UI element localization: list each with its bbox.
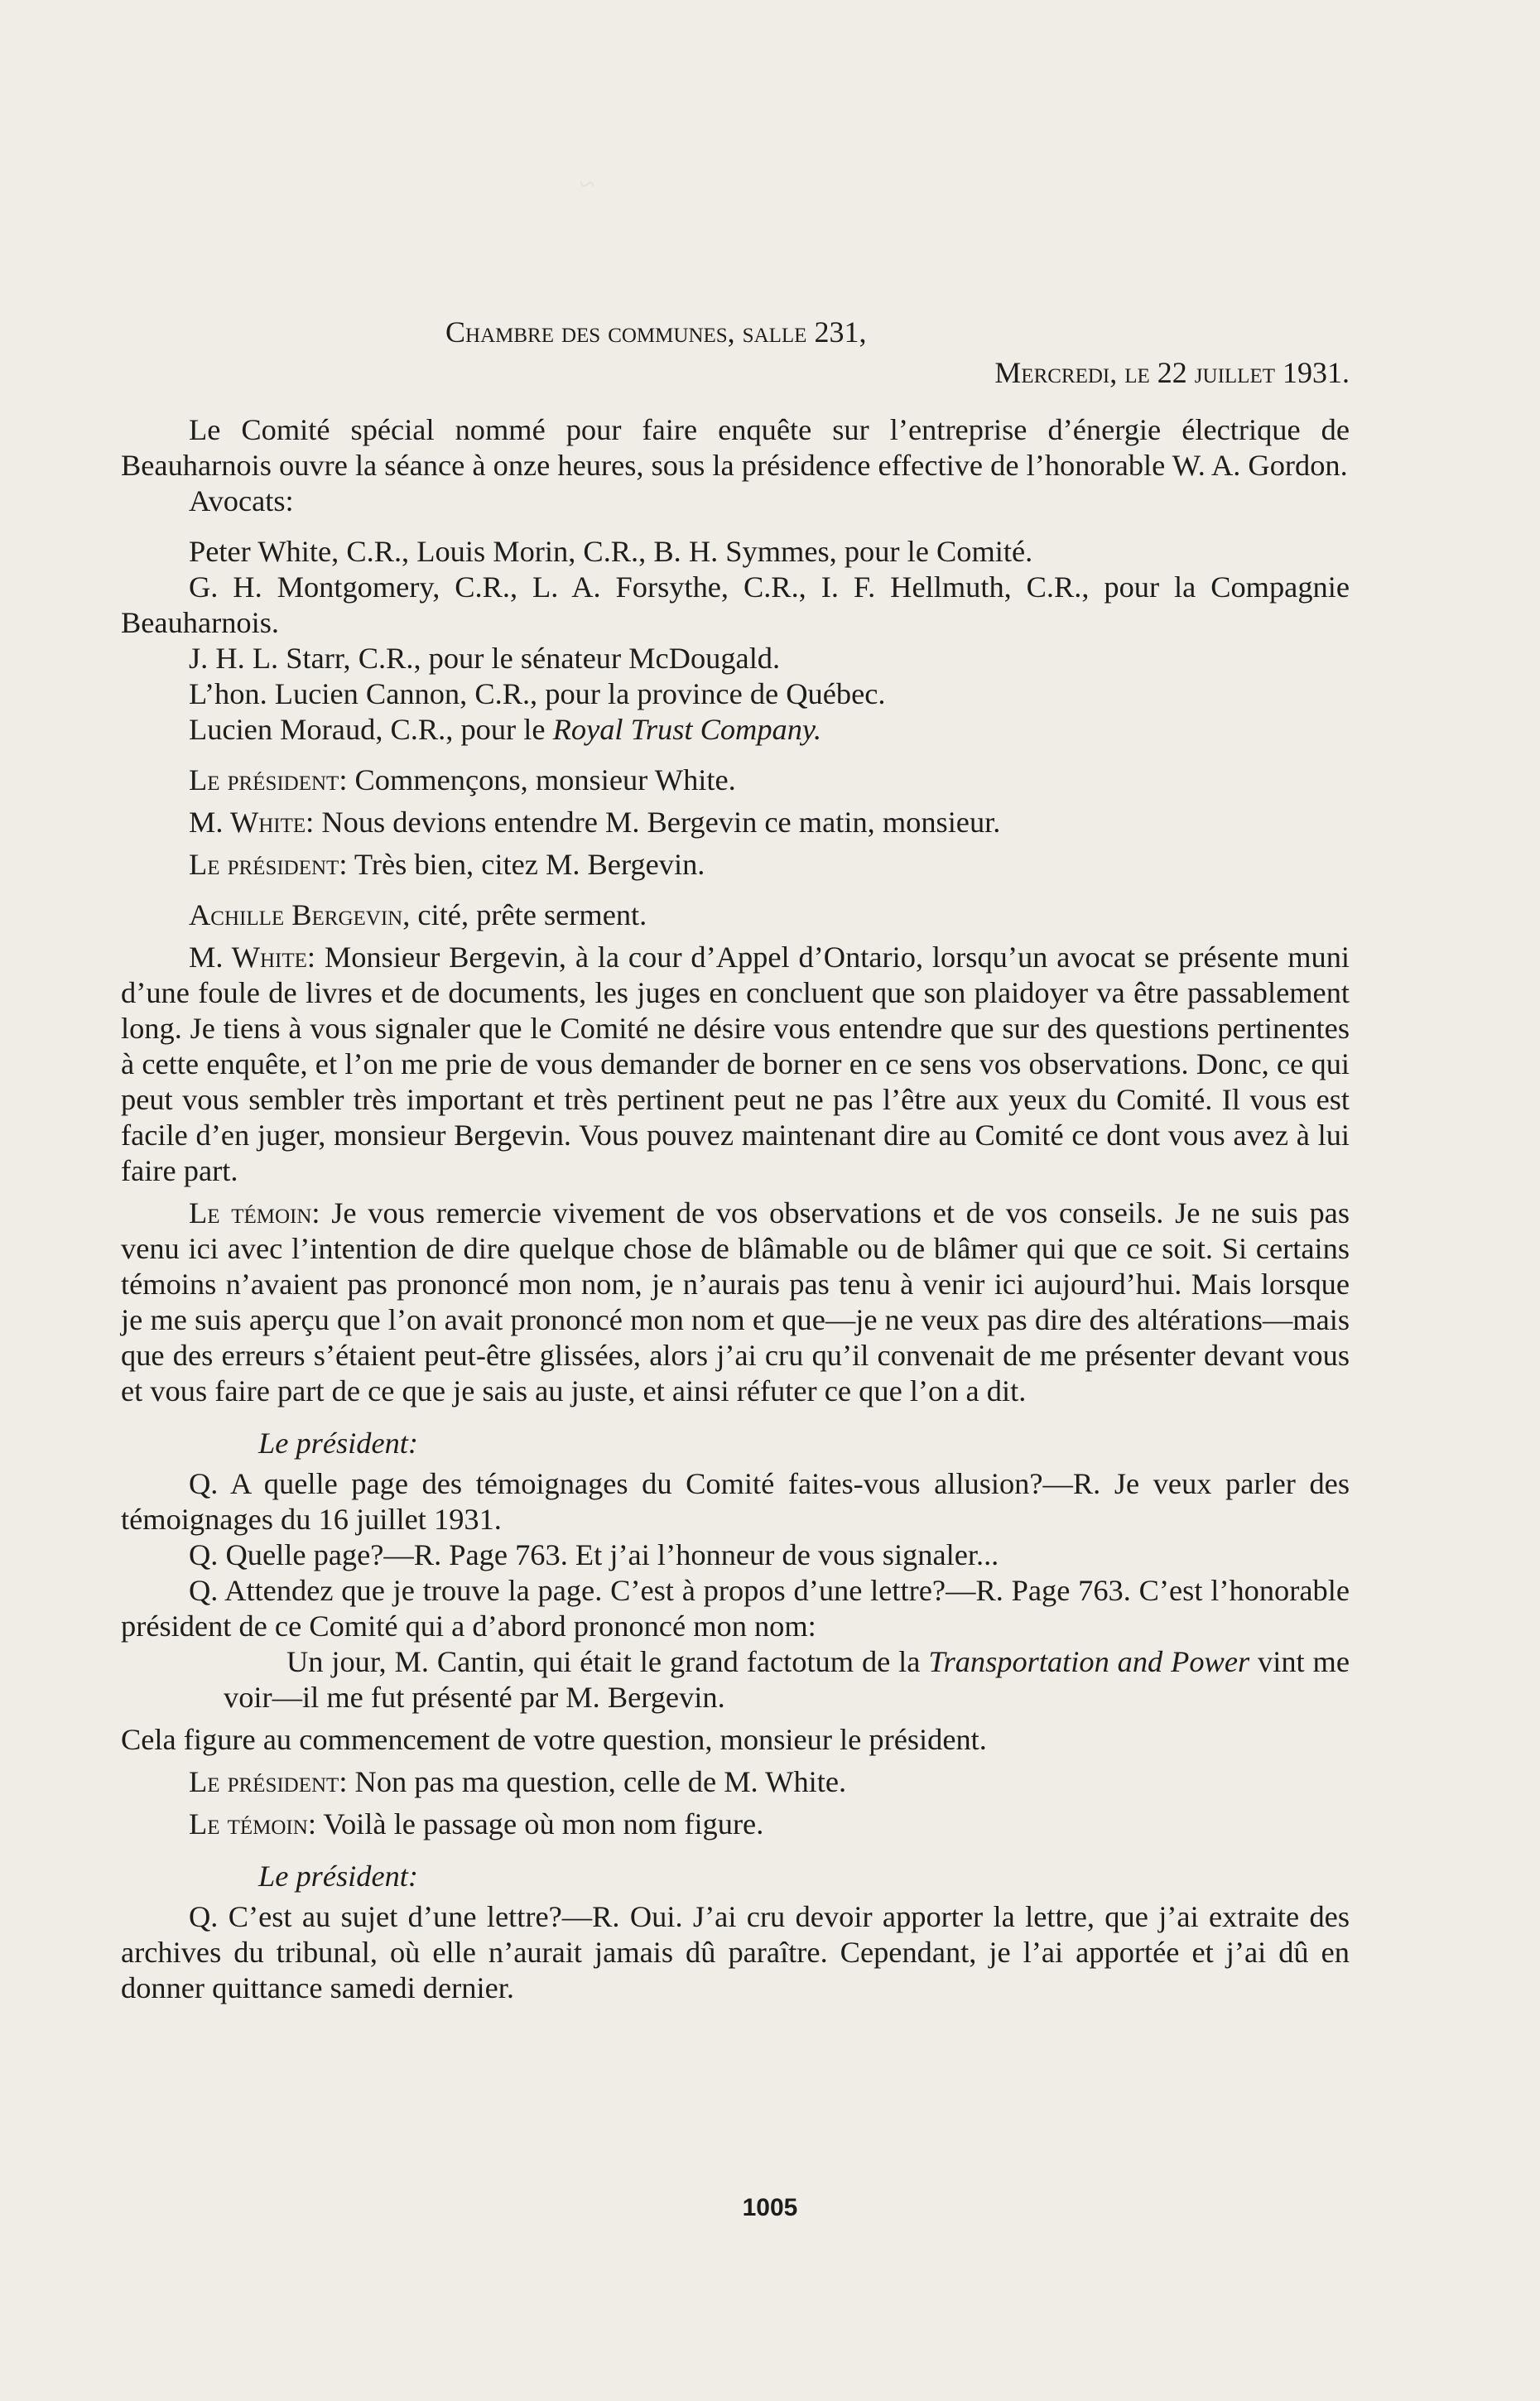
quote-text: vint me voir—il me fut présenté par M. Bergevin. xyxy=(224,1645,1350,1714)
page-number: 1005 xyxy=(742,2194,798,2221)
speaker-name: M. White xyxy=(189,806,306,839)
counsel-line xyxy=(121,712,1350,748)
dialogue-text: : Commençons, monsieur White. xyxy=(339,763,736,796)
speaker-name: Le témoin xyxy=(189,1807,308,1840)
speaker-name: Le président xyxy=(189,1765,339,1798)
speaker-name: Le président xyxy=(189,763,339,796)
qa-paragraph: Q. C’est au sujet d’une lettre?—R. Oui. J’ai cru devoir apporter la lettre, que j’ai extraite des archives du tribunal, où elle n’aurait jamais dû paraître. Cependant, je l’ai apportée et j’ai dû en donner quittance samedi dernier. xyxy=(121,1900,1350,2004)
witness-name: Achille Bergevin xyxy=(189,898,403,931)
dialogue-text: : Je vous remercie vivement de vos observations et de vos conseils. Je ne suis pas venu ici avec l’intention de dire quelque chose de blâmable ou de blâmer qui que ce soit. Si certains témoins n’avaient pas prononcé mon nom, je n’aurais pas tenu à venir ici aujourd’hui. Mais lorsque je me suis aperçu que l’on avait prononcé mon nom et que—je ne veux pas dire des altérations—mais que des erreurs s’étaient peut-être glissées, alors j’ai cru qu’il convenait de me présenter devant vous et vous faire part de ce que je sais au juste, et ainsi réfuter ce que l’on a dit. xyxy=(121,1196,1350,1407)
dialogue-text: : Nous devions entendre M. Bergevin ce matin, monsieur. xyxy=(306,806,1001,839)
witness-line xyxy=(121,897,1350,933)
witness-text: , cité, prête serment. xyxy=(402,898,647,931)
counsel-line: J. H. L. Starr, C.R., pour le sénateur McDougald. xyxy=(189,642,781,675)
counsel-line: G. H. Montgomery, C.R., L. A. Forsythe, C.R., I. F. Hellmuth, C.R., pour la Compagnie Beauharnois. xyxy=(121,570,1350,639)
dialogue-paragraph xyxy=(121,940,1350,1189)
dialogue-line xyxy=(121,847,1350,883)
dialogue-line xyxy=(121,1764,1350,1800)
counsel-line: Peter White, C.R., Louis Morin, C.R., B. H. Symmes, pour le Comité. xyxy=(189,535,1033,568)
document-page xyxy=(121,315,1350,2006)
qa-paragraph: Q. Attendez que je trouve la page. C’est à propos d’une lettre?—R. Page 763. C’est l’honorable président de ce Comité qui a d’abord prononcé mon nom: xyxy=(121,1574,1350,1643)
counsel-client-italic: Royal Trust Company. xyxy=(552,713,822,746)
dialogue-line xyxy=(121,1807,1350,1842)
speaker-name: Le témoin xyxy=(189,1196,312,1229)
body-paragraph: Cela figure au commencement de votre question, monsieur le président. xyxy=(121,1723,987,1756)
speaker-name: Le président xyxy=(189,848,339,881)
dialogue-line xyxy=(121,763,1350,798)
quote-italic: Transportation and Power xyxy=(928,1645,1250,1678)
counsel-text: Lucien Moraud, C.R., pour le xyxy=(189,713,553,746)
examiner-heading: Le président: xyxy=(258,1860,419,1893)
dialogue-text: : Très bien, citez M. Bergevin. xyxy=(339,848,705,881)
bleed-through-text: ~ xyxy=(580,170,595,200)
counsel-heading: Avocats: xyxy=(189,484,294,517)
examiner-heading: Le président: xyxy=(258,1427,419,1460)
counsel-line: L’hon. Lucien Cannon, C.R., pour la province de Québec. xyxy=(189,677,886,710)
header-location: Chambre des communes, salle 231, xyxy=(445,315,867,349)
header-date: Mercredi, le 22 juillet 1931. xyxy=(994,356,1350,389)
dialogue-line xyxy=(121,805,1350,840)
qa-paragraph: Q. Quelle page?—R. Page 763. Et j’ai l’honneur de vous signaler... xyxy=(189,1538,999,1571)
speaker-name: M. White xyxy=(189,941,307,974)
dialogue-paragraph xyxy=(121,1196,1350,1409)
intro-paragraph: Le Comité spécial nommé pour faire enquête sur l’entreprise d’énergie électrique de Beauharnois ouvre la séance à onze heures, sous la présidence effective de l’honorable W. A. Gordon. xyxy=(121,413,1350,482)
qa-paragraph: Q. A quelle page des témoignages du Comité faites-vous allusion?—R. Je veux parler des témoignages du 16 juillet 1931. xyxy=(121,1467,1350,1536)
dialogue-text: : Monsieur Bergevin, à la cour d’Appel d’Ontario, lorsqu’un avocat se présente muni d’une foule de livres et de documents, les juges en concluent que son plaidoyer va être passablement long. Je tiens à vous signaler que le Comité ne désire vous entendre que sur des questions pertinentes à cette enquête, et l’on me prie de vous demander de borner en ce sens vos observations. Donc, ce qui peut vous sembler très important et très pertinent peut ne pas l’être aux yeux du Comité. Il vous est facile d’en juger, monsieur Bergevin. Vous pouvez maintenant dire au Comité ce dont vous avez à lui faire part. xyxy=(121,941,1350,1187)
dialogue-text: : Non pas ma question, celle de M. White. xyxy=(339,1765,847,1798)
block-quote xyxy=(121,1644,1350,1715)
quote-text: Un jour, M. Cantin, qui était le grand factotum de la xyxy=(286,1645,929,1678)
dialogue-text: : Voilà le passage où mon nom figure. xyxy=(307,1807,764,1840)
